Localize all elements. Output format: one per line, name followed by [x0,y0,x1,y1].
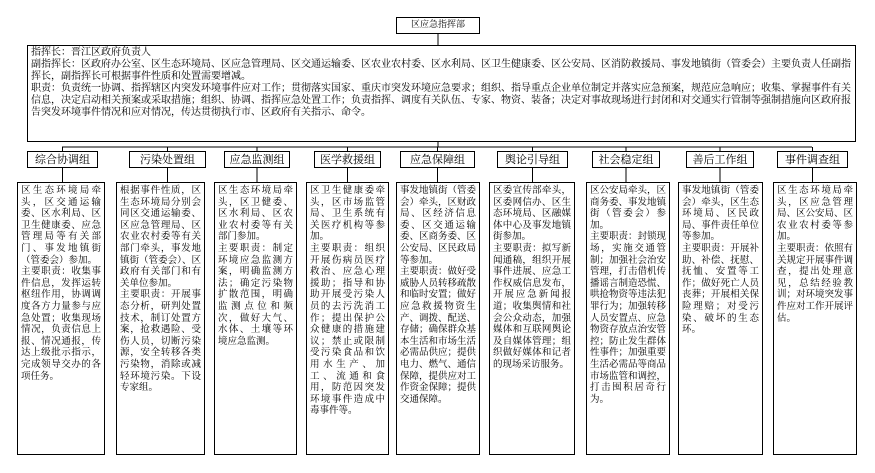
group-title: 污染处置组 [129,151,206,168]
headquarters-box [27,45,856,142]
group-detail [489,182,575,455]
group-detail-paragraph: 区生态环境局牵头，区交通运输委、区水利局、区卫生健康委、应急管理局等有关部门、事发地镇街（管委会）参加。 [21,185,101,266]
hq-duties: 职责：负责统一协调、指挥辖区内突发环境事件应对工作；贯彻落实国家、重庆市突发环境应急要求；组织、指导重点企业单位制定并落实应急预案，规范应急响应；收集、掌握事件有关信息，决定启动相关预案或采取措施；组织、协调、指挥应急处置工作；负责指挥、调度有关队伍、专家、物资、装备；决定对事故现场进行封闭和对交通实行管制等强制措施向区政府报告突发环境事件情况和应对情况，传达贯彻执行市、区政府有关指示、命令。 [31,83,851,118]
group-detail [678,182,763,455]
group-detail-paragraph: 事发地镇街（管委会）牵头，区生态环境局、区民政局、事件责任单位等参加。 [682,185,759,243]
group-title: 应急监测组 [224,151,290,168]
group-detail-paragraph: 主要职责：做好受威胁人员转移疏散和临时安置；做好应急救援物资生产、调拨、配送、存储；确保群众基本生活和市场生活必需品供应；提供电力、燃气、通信保障，提供应对工作资金保障；提供交通保障。 [400,266,477,405]
group-detail-paragraph: 主要职责：开展补助、补偿、抚慰、抚恤、安置等工作；做好死亡人员丧葬；开展相关保险理赔；对受污染、破坏的生态环。 [682,242,759,336]
group-title: 善后工作组 [686,151,754,168]
hq-commander: 指挥长：晋江区政府负责人 [31,47,151,58]
group-detail-paragraph: 主要职责：制定环境应急监测方案，明确监测方法；确定污染物扩散范围，明确监测点位和频次，做好大气、水体、土壤等环境应急监测。 [218,242,293,347]
group-title: 综合协调组 [27,151,98,168]
group-detail-paragraph: 主要职责：组织开展伤病员医疗救治、应急心理援助；指导和协助开展受污染人员的去污洗消工作；提出保护公众健康的措施建议；禁止或限制受污染食品和饮用水生产、加工、流通和食用，防范因突发环境事件造成中毒事件等。 [310,242,385,417]
group-detail [306,182,389,455]
group-detail-paragraph: 区生态环境局牵头，区应急管理局、区公安局、区农业农村委等参加。 [777,185,854,243]
group-detail-paragraph: 区生态环境局牵头，区卫健委、区水利局、区农业农村委等有关部门参加。 [218,185,293,243]
group-detail-paragraph: 主要职责：封锁现场，实施交通管制；加强社会治安管理，打击借机传播谣言制造恐慌、哄抢物资等违法犯罪行为；加强转移人员安置点、应急物资存放点治安管控；防止发生群体性事件；加强重要生活必需品等商品市场监管和调控，打击囤积居奇行为。 [590,231,667,405]
group-detail-paragraph: 主要职责：开展事态分析，研判处置技术，制订处置方案，抢救遇险、受伤人员，切断污染源，安全转移各类污染物，消除或减轻环境污染。下设专家组。 [120,289,201,394]
group-detail-paragraph: 事发地镇街（管委会）牵头，区财政局、区经济信息委、区交通运输委、区商务委、区公安局、区民政局等参加。 [400,185,477,266]
group-detail [17,182,105,455]
group-detail-paragraph: 区委宣传部牵头，区委网信办、区生态环境局、区融媒体中心及事发地镇街参加。 [493,185,571,243]
group-title: 社会稳定组 [592,151,660,168]
group-title: 舆论引导组 [497,151,568,168]
group-detail-paragraph: 主要职责：依照有关规定开展事件调查，提出处理意见，总结经验教训；对环境突发事件应对工作开展评估。 [777,242,854,324]
group-detail [214,182,297,455]
group-detail-paragraph: 根据事件性质，区生态环境局分别会同区交通运输委、区应急管理局、区农业农村委等有关部门牵头，事发地镇街（管委会）、区政府有关部门和有关单位参加。 [120,185,201,289]
group-detail [396,182,480,455]
group-title: 事件调查组 [777,151,848,168]
group-detail [116,182,205,455]
group-title: 医学救援组 [314,151,381,168]
group-detail-paragraph: 区公安局牵头，区商务委、事发地镇街（管委会）参加。 [590,185,667,231]
group-detail-paragraph: 主要职责：收集事件信息，发挥运转枢纽作用，协调调度各方力量参与应急处置；收集现场情况，负责信息上报、情况通报，传达上级批示指示，完成领导交办的各项任务。 [21,266,101,382]
group-detail-paragraph: 主要职责：拟写新闻通稿，组织开展事件进展、应急工作权威信息发布，开展应急新闻报道；收集舆情和社会公众动态，加强媒体和互联网舆论及自媒体管理；组织做好媒体和记者的现场采访服务。 [493,242,571,370]
group-detail-paragraph: 区卫生健康委牵头，区市场监管局、卫生系统有关医疗机构等参加。 [310,185,385,243]
group-detail [586,182,670,455]
command-title: 区应急指挥部 [396,17,480,34]
group-title: 应急保障组 [400,151,475,168]
group-detail [773,182,857,455]
hq-deputy: 副指挥长：区政府办公室、区生态环境局、区应急管理局、区交通运输委、区农业农村委、区水利局、区卫生健康委、区公安局、区消防救援局、事发地镇街（管委会）主要负责人任副指挥长，副指挥长可根据事件性质和处置需要增减。 [31,59,851,82]
